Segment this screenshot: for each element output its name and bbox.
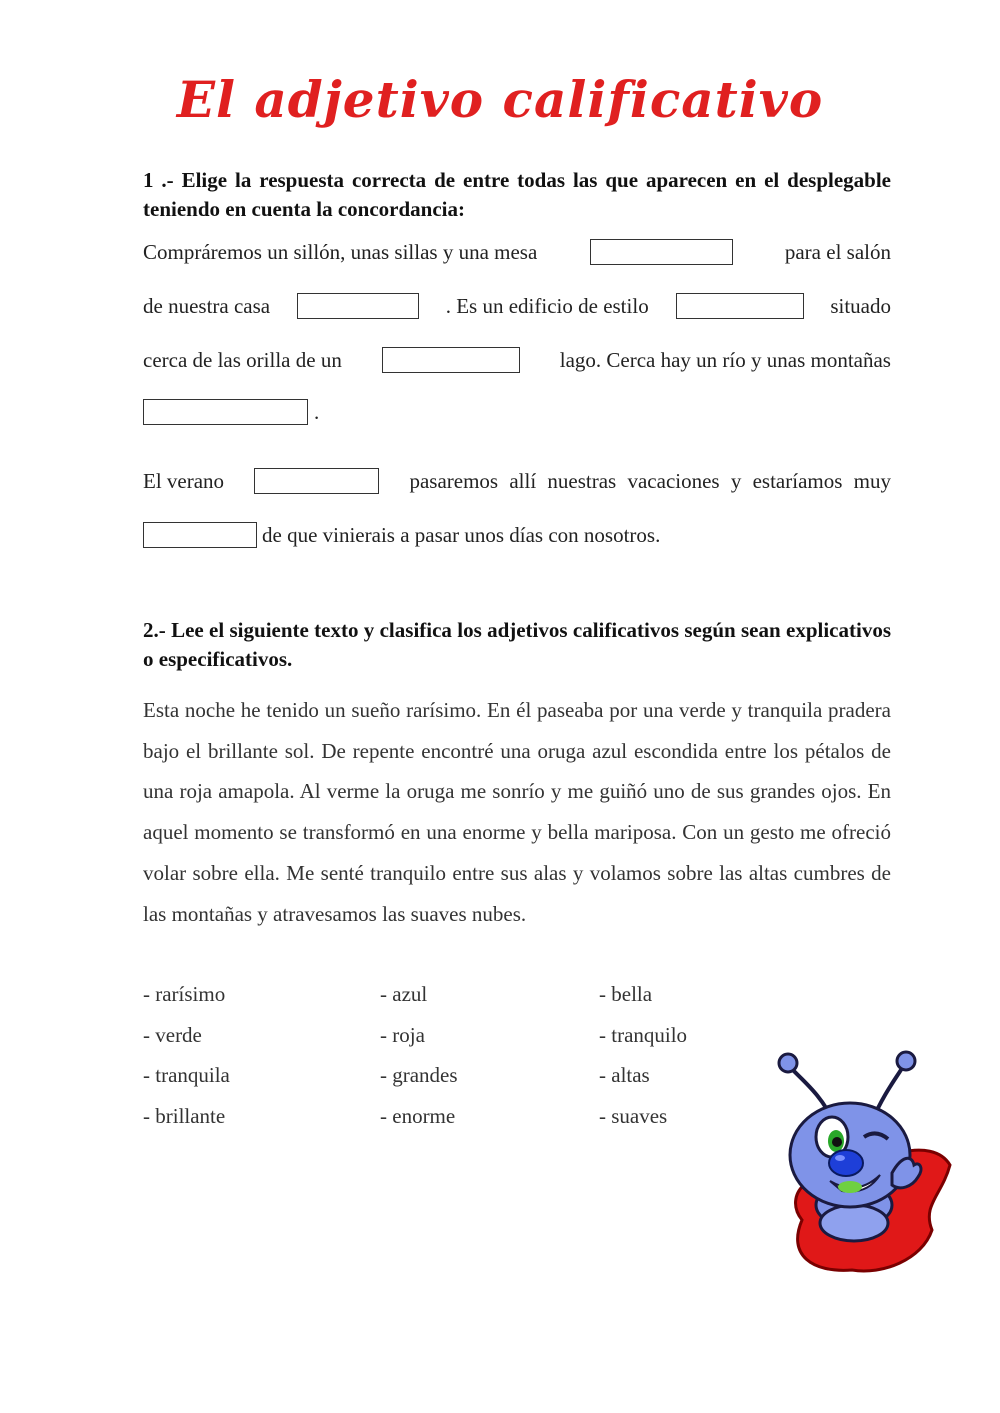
line-text: de que vinierais a pasar unos días con nosotros.	[262, 522, 661, 547]
exercise-1-line-3	[143, 345, 891, 375]
list-item: - altas	[599, 1063, 650, 1088]
exercise-2-text: Esta noche he tenido un sueño rarísimo. En él paseaba por una verde y tranquila pradera bajo el brillante sol. De repente encontré una oruga azul escondida entre los pétalos de una roja amapola. Al verme la oruga me sonrío y me guiñó uno de sus grandes ojos. En aquel momento se transformó en una enorme y bella mariposa. Con un gesto me ofreció volar sobre ella. Me senté tranquilo entre sus alas y volamos sobre las altas cumbres de las montañas y atravesamos las suaves nubes.	[143, 698, 891, 926]
blank-field-casa[interactable]	[297, 293, 419, 319]
list-item: - tranquilo	[599, 1022, 688, 1047]
blank-field-verano[interactable]	[254, 468, 379, 494]
line-text: cerca de las orilla de un	[143, 347, 342, 372]
line-text: Compráremos un sillón, unas sillas y una mesa	[143, 239, 538, 264]
list-item: - grandes	[380, 1063, 458, 1088]
adjective-column-2	[380, 974, 458, 1137]
line-text: .	[314, 399, 320, 424]
list-item: - azul	[380, 982, 428, 1006]
list-item: - suaves	[599, 1104, 668, 1129]
blank-field-muy[interactable]	[143, 522, 257, 548]
list-item: - bella	[599, 982, 653, 1006]
exercise-1-heading: 1 .- Elige la respuesta correcta de entre todas las que aparecen en el desplegable teniendo en cuenta la concordancia:	[143, 168, 891, 221]
line-text: pasaremos allí nuestras vacaciones y estaríamos muy	[409, 468, 891, 493]
adjective-column-1	[143, 974, 230, 1137]
exercise-2-heading: 2.- Lee el siguiente texto y clasifica los adjetivos calificativos según sean explicativos o especificativos.	[143, 618, 891, 671]
list-item: - roja	[380, 1022, 425, 1047]
line-text: . Es un edificio de estilo	[445, 293, 649, 318]
blank-field-montanas[interactable]	[143, 399, 308, 425]
list-item: - rarísimo	[143, 982, 226, 1006]
exercise-1-line-4	[143, 397, 891, 427]
list-item: - enorme	[380, 1104, 456, 1129]
line-text: El verano	[143, 468, 225, 493]
adjective-column-3	[599, 974, 687, 1137]
line-text: para el salón	[784, 239, 891, 264]
list-item: - verde	[143, 1022, 202, 1047]
exercise-1-line-5	[143, 466, 891, 496]
page-title: El adjetivo calificativo	[176, 70, 824, 129]
list-item: - brillante	[143, 1104, 226, 1129]
line-text: lago. Cerca hay un río y unas montañas	[559, 347, 891, 372]
blank-field-mesa[interactable]	[590, 239, 733, 265]
line-text: de nuestra casa	[143, 293, 271, 318]
line-text: situado	[830, 293, 891, 318]
blank-field-estilo[interactable]	[676, 293, 804, 319]
winking-caterpillar-icon	[772, 1045, 957, 1295]
exercise-1-line-1	[143, 237, 891, 267]
list-item: - tranquila	[143, 1063, 230, 1088]
blank-field-lago[interactable]	[382, 347, 520, 373]
exercise-1-line-6	[143, 520, 891, 550]
exercise-1-line-2	[143, 291, 891, 321]
